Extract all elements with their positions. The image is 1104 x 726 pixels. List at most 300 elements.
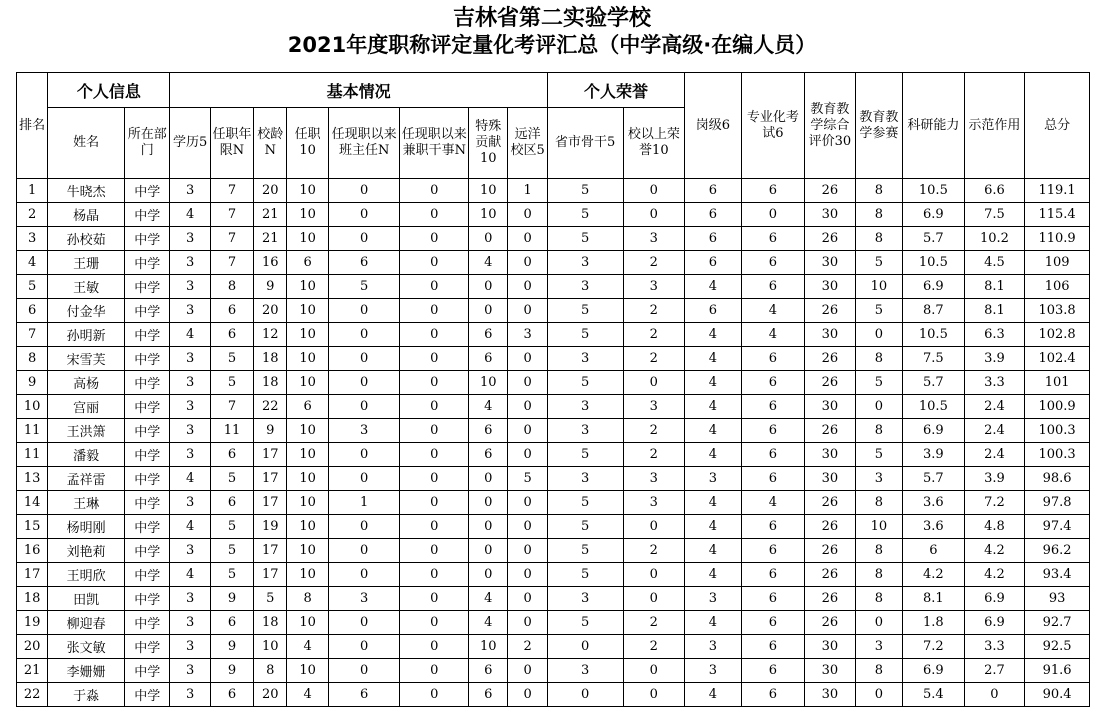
- cell-research: 4.2: [903, 563, 965, 587]
- cell-class-master: 5: [328, 275, 400, 299]
- cell-total: 100.3: [1025, 443, 1090, 467]
- cell-name: 张文敏: [48, 635, 125, 659]
- cell-evaluation: 26: [805, 587, 855, 611]
- cell-model: 7.2: [964, 491, 1025, 515]
- cell-contest: 8: [855, 587, 902, 611]
- cell-professional: 6: [741, 611, 805, 635]
- cell-tenure: 5: [210, 467, 253, 491]
- cell-name: 孙校茹: [48, 227, 125, 251]
- cell-contest: 8: [855, 491, 902, 515]
- table-row: [17, 203, 1090, 227]
- cell-position: 4: [685, 275, 742, 299]
- cell-tenure: 7: [210, 227, 253, 251]
- table-row: [17, 491, 1090, 515]
- cell-total: 96.2: [1025, 539, 1090, 563]
- cell-name: 宫丽: [48, 395, 125, 419]
- cell-school-honor: 0: [623, 371, 685, 395]
- cell-model: 6.9: [964, 587, 1025, 611]
- cell-school-honor: 0: [623, 659, 685, 683]
- cell-total: 93: [1025, 587, 1090, 611]
- cell-rank: 4: [17, 251, 48, 275]
- table-row: [17, 443, 1090, 467]
- cell-seniority: 21: [254, 227, 287, 251]
- cell-concurrent: 0: [400, 203, 469, 227]
- cell-remote: 0: [508, 587, 547, 611]
- header-edu: 学历5: [170, 108, 210, 179]
- cell-total: 97.8: [1025, 491, 1090, 515]
- cell-backbone: 3: [547, 395, 623, 419]
- cell-position: 3: [685, 467, 742, 491]
- table-row: [17, 251, 1090, 275]
- cell-concurrent: 0: [400, 443, 469, 467]
- cell-total: 93.4: [1025, 563, 1090, 587]
- cell-professional: 6: [741, 563, 805, 587]
- cell-post: 6: [287, 251, 328, 275]
- cell-dept: 中学: [124, 203, 169, 227]
- cell-position: 3: [685, 635, 742, 659]
- cell-school-honor: 2: [623, 251, 685, 275]
- cell-concurrent: 0: [400, 659, 469, 683]
- cell-seniority: 10: [254, 635, 287, 659]
- cell-class-master: 0: [328, 323, 400, 347]
- title-block: [0, 0, 1104, 58]
- cell-professional: 6: [741, 347, 805, 371]
- header-school-honor: 校以上荣誉10: [623, 108, 685, 179]
- cell-research: 6.9: [903, 275, 965, 299]
- cell-dept: 中学: [124, 659, 169, 683]
- cell-dept: 中学: [124, 587, 169, 611]
- cell-edu: 3: [170, 371, 210, 395]
- cell-rank: 2: [17, 203, 48, 227]
- cell-evaluation: 26: [805, 347, 855, 371]
- cell-edu: 4: [170, 515, 210, 539]
- cell-class-master: 0: [328, 611, 400, 635]
- header-concurrent: 任现职以来兼职干事N: [400, 108, 469, 179]
- cell-total: 98.6: [1025, 467, 1090, 491]
- cell-dept: 中学: [124, 491, 169, 515]
- cell-tenure: 6: [210, 683, 253, 707]
- cell-special: 0: [469, 299, 508, 323]
- cell-research: 3.9: [903, 443, 965, 467]
- table-row: [17, 227, 1090, 251]
- cell-special: 6: [469, 659, 508, 683]
- cell-rank: 22: [17, 683, 48, 707]
- cell-class-master: 3: [328, 419, 400, 443]
- cell-dept: 中学: [124, 467, 169, 491]
- cell-professional: 6: [741, 275, 805, 299]
- cell-evaluation: 30: [805, 323, 855, 347]
- cell-evaluation: 30: [805, 659, 855, 683]
- cell-evaluation: 26: [805, 515, 855, 539]
- cell-class-master: 0: [328, 299, 400, 323]
- cell-dept: 中学: [124, 395, 169, 419]
- header-name: 姓名: [48, 108, 125, 179]
- cell-dept: 中学: [124, 563, 169, 587]
- cell-name: 孙明新: [48, 323, 125, 347]
- cell-position: 4: [685, 539, 742, 563]
- cell-special: 0: [469, 563, 508, 587]
- cell-school-honor: 0: [623, 587, 685, 611]
- cell-remote: 0: [508, 515, 547, 539]
- cell-edu: 3: [170, 539, 210, 563]
- cell-dept: 中学: [124, 515, 169, 539]
- cell-edu: 3: [170, 275, 210, 299]
- cell-special: 6: [469, 323, 508, 347]
- cell-backbone: 3: [547, 659, 623, 683]
- cell-evaluation: 26: [805, 563, 855, 587]
- cell-seniority: 8: [254, 659, 287, 683]
- cell-seniority: 12: [254, 323, 287, 347]
- cell-total: 115.4: [1025, 203, 1090, 227]
- cell-rank: 8: [17, 347, 48, 371]
- cell-concurrent: 0: [400, 635, 469, 659]
- cell-post: 10: [287, 659, 328, 683]
- header-seniority: 校龄N: [254, 108, 287, 179]
- cell-rank: 18: [17, 587, 48, 611]
- header-total: 总分: [1025, 73, 1090, 179]
- cell-dept: 中学: [124, 539, 169, 563]
- cell-research: 10.5: [903, 323, 965, 347]
- header-remote: 远洋校区5: [508, 108, 547, 179]
- cell-remote: 0: [508, 419, 547, 443]
- cell-rank: 10: [17, 395, 48, 419]
- table-row: [17, 635, 1090, 659]
- cell-position: 4: [685, 491, 742, 515]
- cell-contest: 8: [855, 179, 902, 203]
- cell-position: 6: [685, 299, 742, 323]
- cell-edu: 3: [170, 587, 210, 611]
- cell-backbone: 5: [547, 611, 623, 635]
- cell-model: 0: [964, 683, 1025, 707]
- cell-backbone: 3: [547, 587, 623, 611]
- cell-edu: 3: [170, 683, 210, 707]
- cell-class-master: 3: [328, 587, 400, 611]
- cell-class-master: 6: [328, 251, 400, 275]
- cell-total: 90.4: [1025, 683, 1090, 707]
- cell-total: 110.9: [1025, 227, 1090, 251]
- cell-tenure: 5: [210, 347, 253, 371]
- cell-post: 6: [287, 395, 328, 419]
- cell-seniority: 9: [254, 419, 287, 443]
- cell-model: 2.4: [964, 395, 1025, 419]
- cell-name: 杨晶: [48, 203, 125, 227]
- cell-edu: 3: [170, 635, 210, 659]
- cell-professional: 6: [741, 227, 805, 251]
- cell-post: 10: [287, 539, 328, 563]
- cell-concurrent: 0: [400, 323, 469, 347]
- cell-name: 牛晓杰: [48, 179, 125, 203]
- cell-research: 3.6: [903, 515, 965, 539]
- cell-seniority: 17: [254, 491, 287, 515]
- cell-edu: 3: [170, 395, 210, 419]
- cell-contest: 8: [855, 539, 902, 563]
- school-title: 吉林省第二实验学校: [452, 6, 651, 31]
- cell-name: 孟祥雷: [48, 467, 125, 491]
- cell-post: 10: [287, 275, 328, 299]
- cell-total: 100.9: [1025, 395, 1090, 419]
- cell-rank: 11: [17, 443, 48, 467]
- cell-name: 柳迎春: [48, 611, 125, 635]
- cell-position: 4: [685, 515, 742, 539]
- cell-research: 1.8: [903, 611, 965, 635]
- cell-school-honor: 2: [623, 299, 685, 323]
- cell-edu: 3: [170, 227, 210, 251]
- cell-special: 6: [469, 683, 508, 707]
- cell-special: 4: [469, 587, 508, 611]
- report-subtitle: 2021年度职称评定量化考评汇总（中学高级·在编人员）: [287, 33, 817, 57]
- cell-contest: 3: [855, 635, 902, 659]
- cell-concurrent: 0: [400, 539, 469, 563]
- cell-contest: 8: [855, 203, 902, 227]
- cell-contest: 0: [855, 395, 902, 419]
- cell-professional: 6: [741, 539, 805, 563]
- cell-total: 102.8: [1025, 323, 1090, 347]
- cell-model: 8.1: [964, 299, 1025, 323]
- cell-tenure: 9: [210, 659, 253, 683]
- cell-remote: 0: [508, 563, 547, 587]
- cell-position: 4: [685, 395, 742, 419]
- cell-remote: 1: [508, 179, 547, 203]
- cell-seniority: 17: [254, 539, 287, 563]
- cell-contest: 0: [855, 683, 902, 707]
- table-row: [17, 539, 1090, 563]
- cell-class-master: 0: [328, 371, 400, 395]
- cell-special: 6: [469, 443, 508, 467]
- table-row: [17, 587, 1090, 611]
- cell-model: 4.8: [964, 515, 1025, 539]
- cell-seniority: 19: [254, 515, 287, 539]
- cell-school-honor: 2: [623, 419, 685, 443]
- cell-professional: 6: [741, 659, 805, 683]
- cell-dept: 中学: [124, 683, 169, 707]
- table-row: [17, 323, 1090, 347]
- cell-name: 杨明刚: [48, 515, 125, 539]
- cell-school-honor: 3: [623, 467, 685, 491]
- cell-rank: 9: [17, 371, 48, 395]
- cell-backbone: 5: [547, 515, 623, 539]
- cell-research: 10.5: [903, 179, 965, 203]
- cell-rank: 19: [17, 611, 48, 635]
- header-professional: 专业化考试6: [741, 73, 805, 179]
- cell-remote: 3: [508, 323, 547, 347]
- cell-tenure: 6: [210, 323, 253, 347]
- cell-contest: 10: [855, 515, 902, 539]
- cell-research: 7.5: [903, 347, 965, 371]
- cell-school-honor: 0: [623, 563, 685, 587]
- cell-special: 4: [469, 611, 508, 635]
- cell-tenure: 8: [210, 275, 253, 299]
- cell-name: 付金华: [48, 299, 125, 323]
- cell-research: 6.9: [903, 419, 965, 443]
- cell-concurrent: 0: [400, 251, 469, 275]
- cell-post: 10: [287, 227, 328, 251]
- cell-professional: 4: [741, 323, 805, 347]
- cell-class-master: 0: [328, 395, 400, 419]
- cell-school-honor: 3: [623, 395, 685, 419]
- cell-seniority: 20: [254, 299, 287, 323]
- cell-name: 潘毅: [48, 443, 125, 467]
- cell-rank: 6: [17, 299, 48, 323]
- cell-remote: 0: [508, 371, 547, 395]
- cell-tenure: 6: [210, 299, 253, 323]
- cell-seniority: 17: [254, 467, 287, 491]
- cell-special: 0: [469, 467, 508, 491]
- cell-dept: 中学: [124, 299, 169, 323]
- header-special: 特殊贡献10: [469, 108, 508, 179]
- cell-model: 2.4: [964, 419, 1025, 443]
- cell-remote: 0: [508, 659, 547, 683]
- cell-concurrent: 0: [400, 299, 469, 323]
- cell-position: 3: [685, 587, 742, 611]
- table-row: [17, 683, 1090, 707]
- cell-school-honor: 0: [623, 203, 685, 227]
- cell-tenure: 5: [210, 371, 253, 395]
- cell-backbone: 3: [547, 467, 623, 491]
- cell-contest: 8: [855, 659, 902, 683]
- cell-dept: 中学: [124, 371, 169, 395]
- cell-position: 4: [685, 563, 742, 587]
- cell-school-honor: 0: [623, 683, 685, 707]
- cell-post: 10: [287, 467, 328, 491]
- cell-class-master: 0: [328, 539, 400, 563]
- cell-backbone: 5: [547, 491, 623, 515]
- cell-rank: 21: [17, 659, 48, 683]
- cell-rank: 16: [17, 539, 48, 563]
- cell-concurrent: 0: [400, 467, 469, 491]
- cell-concurrent: 0: [400, 683, 469, 707]
- cell-contest: 8: [855, 563, 902, 587]
- cell-special: 0: [469, 515, 508, 539]
- cell-tenure: 6: [210, 491, 253, 515]
- cell-position: 4: [685, 347, 742, 371]
- table-row: [17, 347, 1090, 371]
- cell-contest: 5: [855, 371, 902, 395]
- cell-post: 10: [287, 203, 328, 227]
- cell-evaluation: 26: [805, 611, 855, 635]
- table-row: [17, 563, 1090, 587]
- cell-class-master: 0: [328, 467, 400, 491]
- cell-remote: 0: [508, 491, 547, 515]
- cell-total: 106: [1025, 275, 1090, 299]
- cell-model: 4.2: [964, 539, 1025, 563]
- cell-contest: 3: [855, 467, 902, 491]
- cell-total: 119.1: [1025, 179, 1090, 203]
- cell-tenure: 7: [210, 395, 253, 419]
- cell-school-honor: 3: [623, 227, 685, 251]
- cell-professional: 6: [741, 443, 805, 467]
- cell-remote: 0: [508, 251, 547, 275]
- cell-class-master: 1: [328, 491, 400, 515]
- cell-backbone: 5: [547, 203, 623, 227]
- cell-name: 田凯: [48, 587, 125, 611]
- cell-dept: 中学: [124, 275, 169, 299]
- table-body: [17, 179, 1090, 707]
- cell-edu: 3: [170, 179, 210, 203]
- header-class-master: 任现职以来班主任N: [328, 108, 400, 179]
- cell-post: 8: [287, 587, 328, 611]
- cell-remote: 0: [508, 611, 547, 635]
- cell-total: 103.8: [1025, 299, 1090, 323]
- cell-total: 109: [1025, 251, 1090, 275]
- cell-concurrent: 0: [400, 347, 469, 371]
- cell-seniority: 17: [254, 563, 287, 587]
- cell-remote: 0: [508, 347, 547, 371]
- table-row: [17, 371, 1090, 395]
- cell-dept: 中学: [124, 635, 169, 659]
- cell-name: 于淼: [48, 683, 125, 707]
- cell-edu: 4: [170, 323, 210, 347]
- cell-remote: 2: [508, 635, 547, 659]
- cell-class-master: 0: [328, 515, 400, 539]
- cell-research: 8.1: [903, 587, 965, 611]
- cell-post: 10: [287, 419, 328, 443]
- cell-model: 2.4: [964, 443, 1025, 467]
- header-evaluation: 教育教学综合评价30: [805, 73, 855, 179]
- header-position: 岗级6: [685, 73, 742, 179]
- cell-class-master: 0: [328, 203, 400, 227]
- cell-evaluation: 26: [805, 227, 855, 251]
- cell-concurrent: 0: [400, 179, 469, 203]
- table-row: [17, 275, 1090, 299]
- cell-post: 10: [287, 491, 328, 515]
- cell-position: 4: [685, 371, 742, 395]
- cell-total: 91.6: [1025, 659, 1090, 683]
- cell-name: 王珊: [48, 251, 125, 275]
- cell-evaluation: 30: [805, 275, 855, 299]
- cell-remote: 0: [508, 443, 547, 467]
- cell-position: 4: [685, 611, 742, 635]
- cell-backbone: 3: [547, 347, 623, 371]
- cell-post: 10: [287, 515, 328, 539]
- cell-school-honor: 0: [623, 515, 685, 539]
- cell-backbone: 3: [547, 251, 623, 275]
- cell-evaluation: 30: [805, 467, 855, 491]
- cell-school-honor: 0: [623, 179, 685, 203]
- cell-concurrent: 0: [400, 491, 469, 515]
- cell-class-master: 0: [328, 563, 400, 587]
- cell-research: 5.7: [903, 467, 965, 491]
- header-research: 科研能力: [903, 73, 965, 179]
- cell-seniority: 16: [254, 251, 287, 275]
- cell-remote: 0: [508, 203, 547, 227]
- cell-backbone: 0: [547, 683, 623, 707]
- cell-tenure: 7: [210, 251, 253, 275]
- cell-professional: 6: [741, 467, 805, 491]
- cell-rank: 20: [17, 635, 48, 659]
- cell-backbone: 5: [547, 539, 623, 563]
- cell-contest: 5: [855, 443, 902, 467]
- cell-class-master: 0: [328, 443, 400, 467]
- cell-edu: 3: [170, 443, 210, 467]
- cell-evaluation: 30: [805, 443, 855, 467]
- cell-evaluation: 26: [805, 299, 855, 323]
- cell-dept: 中学: [124, 227, 169, 251]
- cell-model: 6.9: [964, 611, 1025, 635]
- cell-evaluation: 26: [805, 179, 855, 203]
- cell-school-honor: 2: [623, 635, 685, 659]
- cell-evaluation: 30: [805, 203, 855, 227]
- table-row: [17, 515, 1090, 539]
- cell-seniority: 9: [254, 275, 287, 299]
- cell-name: 王洪箫: [48, 419, 125, 443]
- cell-seniority: 17: [254, 443, 287, 467]
- cell-total: 92.7: [1025, 611, 1090, 635]
- cell-model: 7.5: [964, 203, 1025, 227]
- cell-edu: 3: [170, 299, 210, 323]
- cell-remote: 0: [508, 395, 547, 419]
- cell-remote: 0: [508, 227, 547, 251]
- cell-total: 100.3: [1025, 419, 1090, 443]
